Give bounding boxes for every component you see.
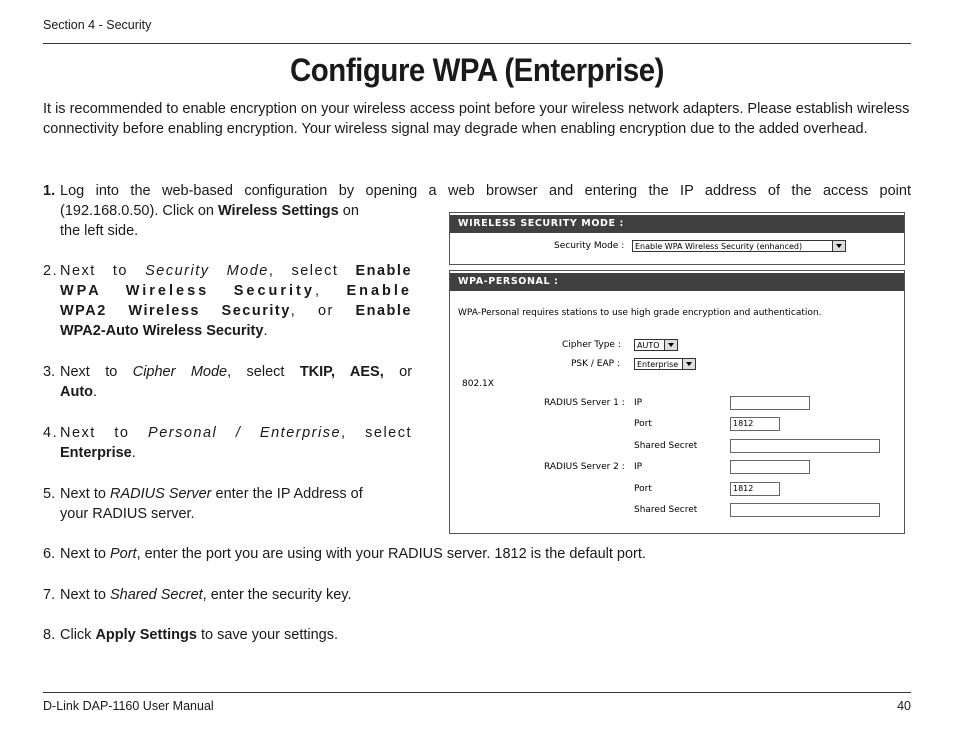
step-bold: WPA2-Auto Wireless Security [60, 323, 264, 339]
page-title: Configure WPA (Enterprise) [289, 52, 665, 88]
step-3 [43, 362, 412, 402]
psk-eap-select[interactable] [634, 358, 696, 370]
step-text-line [60, 281, 412, 301]
step-4 [43, 423, 412, 463]
cipher-type-value: AUTO [637, 341, 660, 350]
wpa-personal-header: WPA-PERSONAL : [450, 273, 904, 291]
step-bold: WPA Wireless Security [60, 283, 315, 299]
step-text: enter the IP Address of [211, 486, 363, 502]
step-text-line [60, 321, 412, 341]
radius-2-secret-input[interactable] [730, 503, 880, 517]
step-text: Next to [60, 546, 110, 562]
step-number: 3. [43, 364, 56, 380]
step-text: Next to [60, 587, 110, 603]
wireless-security-mode-header: WIRELESS SECURITY MODE : [450, 215, 904, 233]
psk-eap-label: PSK / EAP : [571, 359, 620, 369]
step-8 [43, 625, 911, 645]
step-bold: Apply Settings [95, 627, 197, 643]
step-italic: Personal / Enterprise [148, 425, 342, 441]
step-text: , select [268, 263, 356, 279]
step-bold: Enterprise [60, 445, 132, 461]
footer-rule [43, 692, 911, 693]
step-text: your RADIUS server. [60, 506, 195, 522]
security-mode-select[interactable] [632, 240, 846, 252]
chevron-down-icon [664, 340, 677, 350]
step-text: Log into the web-based configuration by opening a web browser and entering the IP address of the access point [60, 183, 911, 199]
step-italic: Cipher Mode [132, 364, 228, 380]
step-italic: Shared Secret [109, 587, 203, 603]
step-number: 7. [43, 587, 56, 603]
radius-2-port-label: Port [634, 484, 652, 494]
radius-1-port-label: Port [634, 419, 652, 429]
step-text: Click [60, 627, 96, 643]
step-italic: Security Mode [145, 263, 269, 279]
dot1x-label: 802.1X [462, 379, 494, 389]
step-text: the left side. [60, 223, 139, 239]
step-text: on [338, 203, 359, 219]
step-6 [43, 544, 911, 564]
step-text: . [93, 384, 98, 400]
intro-paragraph: It is recommended to enable encryption on your wireless access point before your wireless network adapters. Please establish wireless connectivity before enabling encryption. Your wireless signal may degrade when enabling encryption due to the added overhead. [43, 101, 910, 137]
step-number: 4. [43, 425, 59, 441]
step-text: , [314, 283, 347, 299]
step-text: , or [290, 303, 356, 319]
step-number: 8. [43, 627, 56, 643]
step-italic: Port [109, 546, 137, 562]
step-text: , select [341, 425, 413, 441]
step-bold: Wireless Settings [217, 203, 339, 219]
step-text-line [60, 423, 412, 443]
cipher-type-select[interactable] [634, 339, 678, 351]
step-text: Next to [60, 364, 133, 380]
wpa-description: WPA-Personal requires stations to use high grade encryption and authentication. [458, 308, 822, 318]
step-bold: WPA2 Wireless Security [60, 303, 291, 319]
step-text: . [263, 323, 268, 339]
step-bold: Enable [355, 303, 412, 319]
footer-manual-name: D-Link DAP-1160 User Manual [43, 699, 214, 713]
step-text: , enter the security key. [202, 587, 352, 603]
step-text-line [60, 362, 412, 382]
chevron-down-icon [682, 359, 695, 369]
step-text-line [60, 443, 412, 463]
radius-2-port-input[interactable]: 1812 [730, 482, 780, 496]
step-bold: Enable [346, 283, 412, 299]
step-text-line [60, 301, 412, 321]
step-number: 2. [43, 263, 59, 279]
radius-1-secret-input[interactable] [730, 439, 880, 453]
step-text: , enter the port you are using with your RADIUS server. 1812 is the default port. [136, 546, 646, 562]
step-text: . [131, 445, 136, 461]
step-text: Next to [60, 263, 146, 279]
radius-1-ip-label: IP [634, 398, 643, 408]
wireless-security-mode-box [449, 212, 905, 265]
chevron-down-icon [832, 241, 845, 251]
radius-server-2-label: RADIUS Server 2 : [544, 462, 625, 472]
radius-2-ip-label: IP [634, 462, 643, 472]
step-text-line [60, 484, 423, 504]
psk-eap-value: Enterprise [637, 360, 679, 369]
radius-1-ip-input[interactable] [730, 396, 810, 410]
step-text: Next to [60, 486, 110, 502]
radius-1-port-input[interactable]: 1812 [730, 417, 780, 431]
wpa-personal-box [449, 270, 905, 534]
step-text-line [60, 261, 412, 281]
step-7 [43, 585, 911, 605]
cipher-type-label: Cipher Type : [562, 340, 621, 350]
radius-2-ip-input[interactable] [730, 460, 810, 474]
security-mode-label: Security Mode : [554, 241, 625, 251]
step-text: (192.168.0.50). Click on [60, 203, 218, 219]
step-number: 6. [43, 546, 56, 562]
step-text: , select [227, 364, 300, 380]
page-number: 40 [897, 699, 911, 713]
radius-server-1-label: RADIUS Server 1 : [544, 398, 625, 408]
radius-1-secret-label: Shared Secret [634, 441, 698, 451]
step-italic: RADIUS Server [109, 486, 212, 502]
step-text: Next to [60, 425, 149, 441]
step-bold: TKIP, AES, [299, 364, 384, 380]
step-number: 1. [43, 183, 56, 199]
step-number: 5. [43, 486, 56, 502]
step-bold: Auto [60, 384, 94, 400]
step-text-line [60, 201, 412, 221]
step-text-line [60, 382, 412, 402]
step-5 [43, 484, 423, 524]
step-2 [43, 261, 412, 341]
step-bold: Enable [355, 263, 413, 279]
section-label: Section 4 - Security [43, 18, 152, 32]
radius-2-secret-label: Shared Secret [634, 505, 698, 515]
header-rule [43, 43, 911, 44]
step-text: to save your settings. [196, 627, 339, 643]
security-mode-value: Enable WPA Wireless Security (enhanced) [635, 242, 803, 251]
config-screenshot [449, 212, 905, 533]
step-text: or [383, 364, 413, 380]
